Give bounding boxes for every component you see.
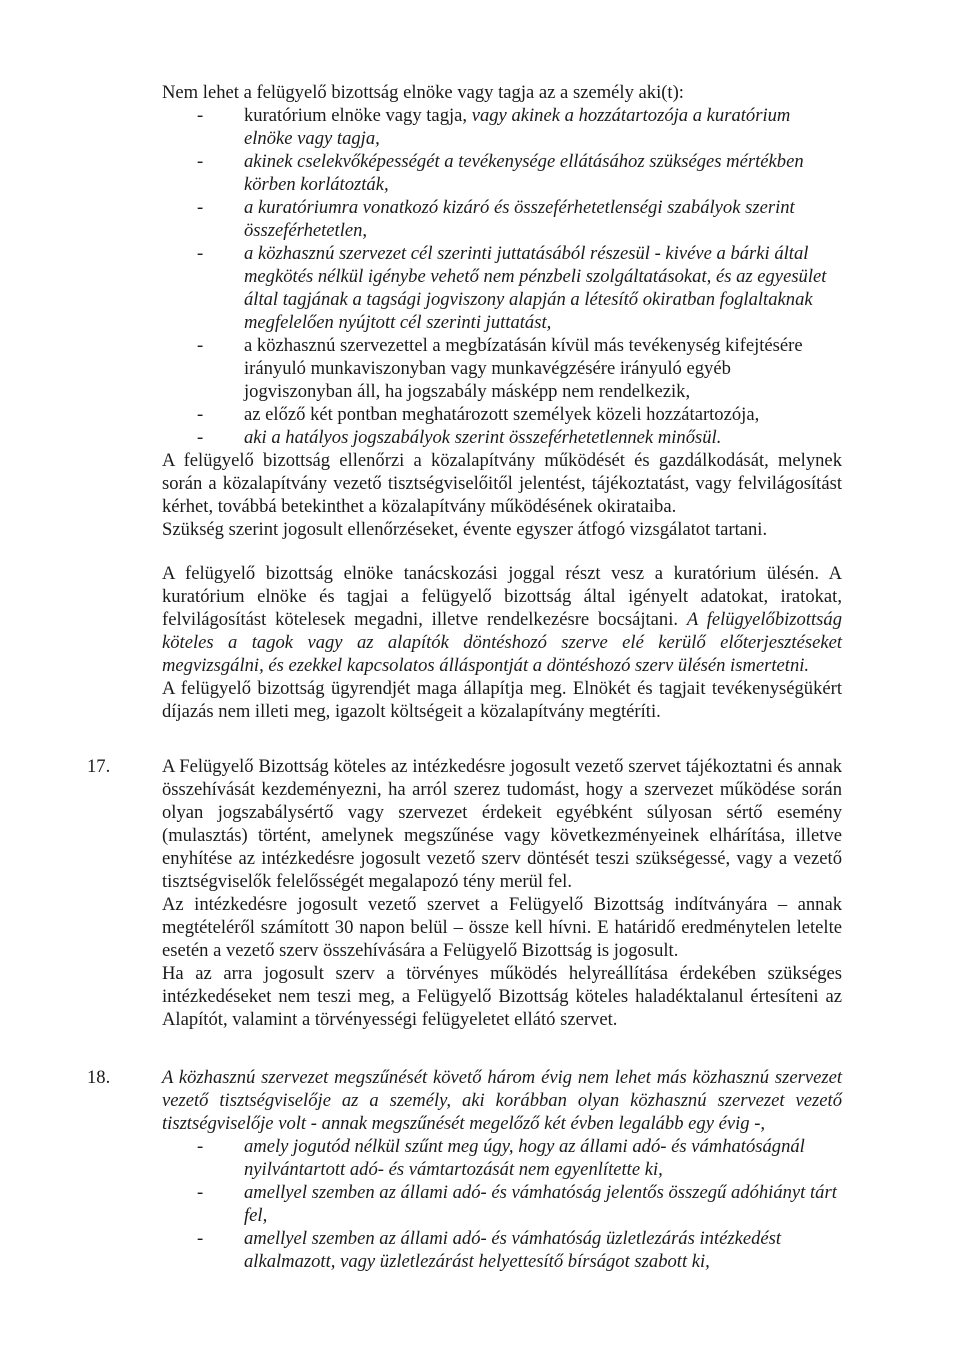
list-item-text: aki a hatályos jogszabályok szerint összeférhetetlennek minősül. [244,427,722,448]
list-item [162,150,842,196]
chair-paragraph [162,562,842,677]
list-item [162,426,842,449]
list-item-text: a közhasznú szervezettel a megbízatásán kívül más tevékenység kifejtésére irányuló munkaviszonyban vagy munkavégzésére irányuló egyéb jogviszonyban áll, ha jogszabály másképp nem rendelkezik, [244,335,803,402]
list-item-text: akinek cselekvőképességét a tevékenysége ellátásához szükséges mértékben körben korlátozták, [244,151,804,195]
section-17-paragraph-1: A Felügyelő Bizottság köteles az intézkedésre jogosult vezető szervet tájékoztatni és annak összehívását kezdeményezni, ha arról szerez tudomást, hogy a szervezet működése során olyan jogszabálysértő vagy szervezet érdekeit egyébként súlyosan sértő esemény (mulasztás) történt, amelynek megszűnése vagy következményeinek elhárítása, illetve enyhítése az intézkedésre jogosult vezető szerv döntését teszi szükségessé, vagy a vezető tisztségviselők felelősségét megalapozó tény merül fel. [162,756,842,892]
section-18 [87,1066,842,1273]
rules-paragraph: A felügyelő bizottság ügyrendjét maga állapítja meg. Elnökét és tagjait tevékenységükért díjazás nem illeti meg, igazolt költségeit a közalapítvány megtéríti. [162,678,842,722]
list-item-text: kuratórium elnöke vagy tagja, [244,105,472,126]
list-item-text: az előző két pontban meghatározott személyek közeli hozzátartozója, [244,404,760,425]
list-item [162,334,842,403]
intro-line: Nem lehet a felügyelő bizottság elnöke vagy tagja az a személy aki(t): [162,82,684,103]
list-item: - amely jogutód nélkül szűnt meg úgy, hogy az állami adó- és vámhatóságnál nyilvántartott adó- és vámtartozását nem egyenlítette ki, [162,1135,842,1181]
chair-italic-text: A felügyelőbizottság köteles a tagok vagy az alapítók döntéshozó szerve elé kerülő előterjesztéseket megvizsgálni, és ezekkel kapcsolatos álláspontját a döntéshozó szerv ülésén ismertetni. [162,609,842,676]
chair-normal-text: A felügyelő bizottság elnöke tanácskozási joggal részt vesz a kuratórium ülésén. A kuratórium elnöke és tagjai a felügyelő bizottság által igényelt adatokat, iratokat, felvilágosítást kötelesek megadni, illetve rendelkezésre bocsájtani. [162,563,842,630]
list-item-text: a közhasznú szervezet cél szerinti juttatásából részesül - kivéve a bárki által megkötés nélkül igénybe vehető nem pénzbeli szolgáltatásokat, és az egyesület által tagjának a tagsági jogviszony alapján a létesítő okiratban foglaltaknak megfelelően nyújtott cél szerinti juttatást, [244,243,827,333]
list-item-text: vagy akinek a hozzátartozója a kuratórium elnöke vagy tagja, [244,105,791,149]
section-18-list [162,1135,842,1273]
list-item [162,242,842,334]
section-17-paragraph-3: Ha az arra jogosult szerv a törvényes működés helyreállítása érdekében szükséges intézkedéseket nem teszi meg, a Felügyelő Bizottság köteles haladéktalanul értesíteni az Alapítót, valamint a törvényességi felügyeletet ellátó szervet. [162,963,842,1030]
inspection-paragraph: Szükség szerint jogosult ellenőrzéseket, évente egyszer átfogó vizsgálatot tartani. [162,519,768,540]
document-body [87,81,842,1273]
section-17 [87,755,842,1031]
section-18-intro: A közhasznú szervezet megszűnését követő három évig nem lehet más közhasznú szervezet vezető tisztségviselője az a személy, aki korábban olyan közhasznú szervezet vezető tisztségviselője volt - annak megszűnését megelőző két évben legalább egy évig -, [162,1067,842,1134]
list-item: - amellyel szemben az állami adó- és vámhatóság jelentős összegű adóhiányt tárt fel, [162,1181,842,1227]
section-17-paragraph-2: Az intézkedésre jogosult vezető szervet a Felügyelő Bizottság indítványára – annak megtételéről számított 30 napon belül – össze kell hívni. E határidő eredménytelen letelte esetén a vezető szerv összehívására a Felügyelő Bizottság is jogosult. [162,894,842,961]
control-paragraph: A felügyelő bizottság ellenőrzi a közalapítvány működését és gazdálkodását, melynek során a közalapítvány vezető tisztségviselőitől jelentést, tájékoztatást, vagy felvilágosítást kérhet, továbbá betekinthet a közalapítvány működésének okirataiba. [162,450,842,517]
ineligibility-list [162,104,842,449]
list-item [162,104,842,150]
list-item [162,403,842,426]
list-item: - amellyel szemben az állami adó- és vámhatóság üzletlezárás intézkedést alkalmazott, vagy üzletlezárást helyettesítő bírságot szabott ki, [162,1227,842,1273]
list-item-text: a kuratóriumra vonatkozó kizáró és összeférhetetlenségi szabályok szerint összeférhetetlen, [244,197,795,241]
section-number: 18. [87,1067,111,1088]
section-number: 17. [87,756,111,777]
list-item [162,196,842,242]
